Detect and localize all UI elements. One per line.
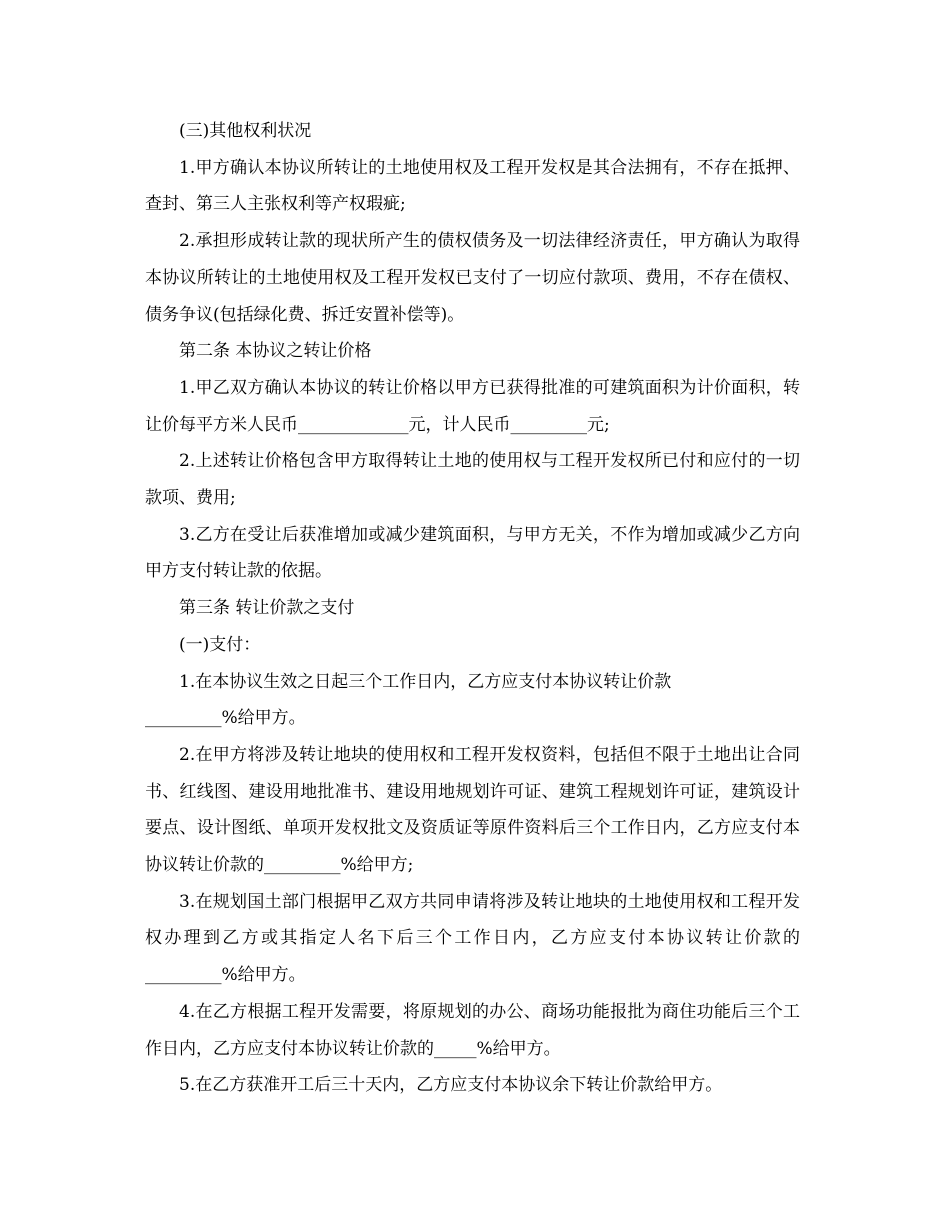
paragraph-rights-2: 2.承担形成转让款的现状所产生的债权债务及一切法律经济责任，甲方确认为取得本协议所转让的土地使用权及工程开发权已支付了一切应付款项、费用，不存在债权、债务争议(包括绿化费、拆迁安置补偿等)。 bbox=[145, 231, 800, 325]
article-2-heading: 第二条 本协议之转让价格 bbox=[179, 341, 372, 362]
article-3-heading: 第三条 转让价款之支付 bbox=[179, 598, 355, 619]
paragraph-payment-1: 1.在本协议生效之日起三个工作日内，乙方应支付本协议转让价款 _________%给甲方。 bbox=[145, 671, 672, 729]
paragraph-price-3: 3.乙方在受让后获准增加或减少建筑面积，与甲方无关，不作为增加或减少乙方向甲方支付转让款的依据。 bbox=[145, 524, 800, 582]
document-body bbox=[145, 113, 800, 1104]
paragraph-payment-5: 5.在乙方获准开工后三十天内，乙方应支付本协议余下转让价款给甲方。 bbox=[179, 1075, 723, 1096]
paragraph-other-rights-heading: (三)其他权利状况 bbox=[179, 121, 312, 141]
paragraph-payment-3: 3.在规划国土部门根据甲乙双方共同申请将涉及转让地块的土地使用权和工程开发权办理到乙方或其指定人名下后三个工作日内，乙方应支付本协议转让价款的_________%给甲方。 bbox=[145, 891, 800, 986]
payment-subheading: (一)支付： bbox=[179, 634, 261, 655]
paragraph-payment-2: 2.在甲方将涉及转让地块的使用权和工程开发权资料，包括但不限于土地出让合同书、红线图、建设用地批准书、建设用地规划许可证、建筑工程规划许可证，建筑设计要点、设计图纸、单项开发权批文及资质证等原件资料后三个工作日内，乙方应支付本协议转让价款的_________%给甲方; bbox=[145, 744, 800, 876]
paragraph-price-2: 2.上述转让价格包含甲方取得转让土地的使用权与工程开发权所已付和应付的一切款项、费用; bbox=[145, 451, 800, 509]
paragraph-price-1: 1.甲乙双方确认本协议的转让价格以甲方已获得批准的可建筑面积为计价面积，转让价每平方米人民币_____________元，计人民币_________元; bbox=[145, 377, 800, 435]
paragraph-payment-4: 4.在乙方根据工程开发需要，将原规划的办公、商场功能报批为商住功能后三个工作日内，乙方应支付本协议转让价款的_____%给甲方。 bbox=[145, 1001, 800, 1059]
paragraph-rights-1: 1.甲方确认本协议所转让的土地使用权及工程开发权是其合法拥有，不存在抵押、查封、第三人主张权利等产权瑕疵; bbox=[145, 157, 800, 215]
